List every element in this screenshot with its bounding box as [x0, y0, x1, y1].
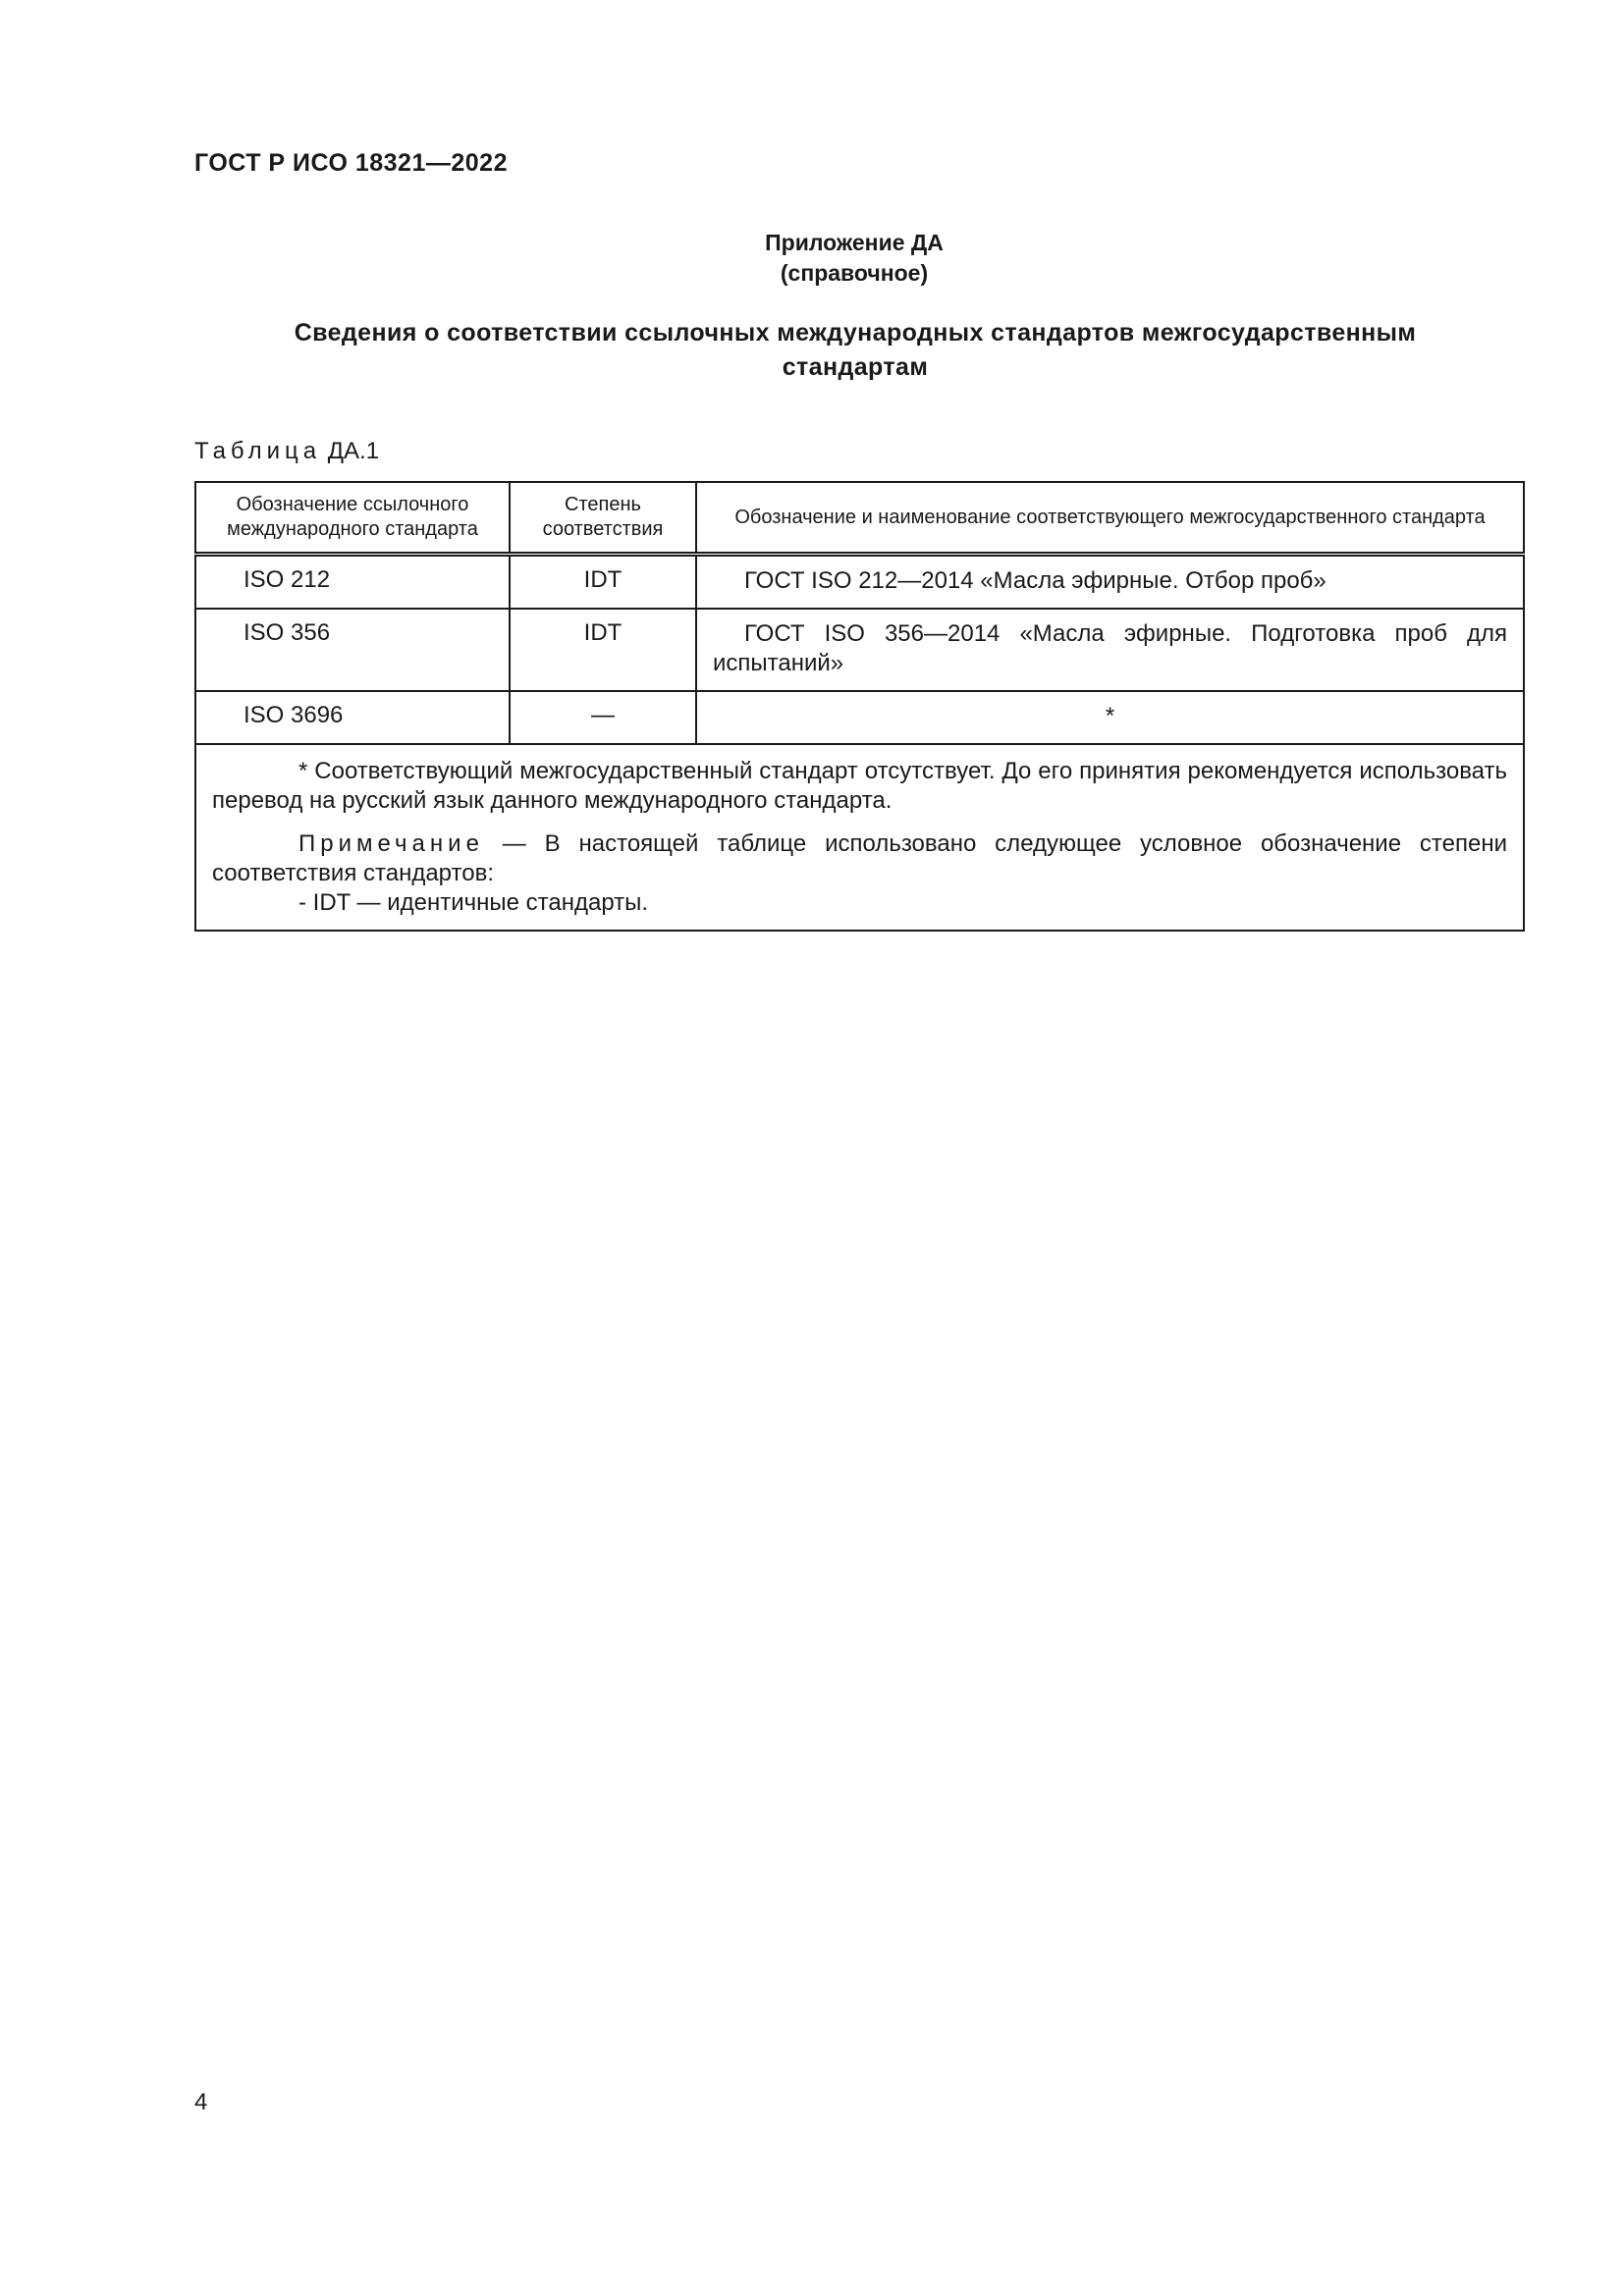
table-caption-number: ДА.1: [327, 438, 380, 464]
table-header-row: [195, 482, 1524, 555]
table-caption-word: Таблица: [194, 438, 322, 464]
page-number: 4: [194, 2089, 208, 2115]
cell-standard-name: *: [696, 691, 1524, 744]
table-caption: [194, 438, 379, 465]
table-row: [195, 609, 1524, 691]
table-row: [195, 555, 1524, 610]
document-code: ГОСТ Р ИСО 18321—2022: [194, 149, 508, 177]
table-notes-row: [195, 744, 1524, 931]
note-label: Примечание: [298, 830, 484, 857]
cell-reference-code: ISO 212: [195, 555, 510, 610]
cell-reference-code: ISO 356: [195, 609, 510, 691]
correspondence-table: [194, 481, 1525, 932]
cell-reference-code: ISO 3696: [195, 691, 510, 744]
header-degree: Степень соответствия: [510, 482, 696, 555]
table-notes: [195, 744, 1524, 931]
header-interstate-standard: Обозначение и наименование соответствующего межгосударственного стандарта: [696, 482, 1524, 555]
cell-degree: IDT: [510, 609, 696, 691]
annex-heading: Сведения о соответствии ссылочных международных стандартов межгосударственным стандартам: [294, 319, 1417, 381]
cell-standard-name: ГОСТ ISO 356—2014 «Масла эфирные. Подготовка проб для испытаний»: [696, 609, 1524, 691]
header-reference-standard: Обозначение ссылочного международного стандарта: [195, 482, 510, 555]
annex-subtitle: (справочное): [780, 260, 929, 286]
cell-degree: IDT: [510, 555, 696, 610]
annex-title: Приложение ДА: [765, 230, 944, 255]
note-item: - IDT — идентичные стандарты.: [298, 889, 649, 916]
table-footnote: * Соответствующий межгосударственный стандарт отсутствует. До его принятия рекомендуется использовать перевод на русский язык данного международного стандарта.: [212, 758, 1507, 814]
annex-title-block: [0, 228, 1624, 289]
table-note: [212, 829, 1507, 888]
table-row: [195, 691, 1524, 744]
cell-degree: —: [510, 691, 696, 744]
note-text: — В настоящей таблице использовано следующее условное обозначение степени соответствия стандартов:: [212, 830, 1507, 886]
cell-standard-name: ГОСТ ISO 212—2014 «Масла эфирные. Отбор проб»: [696, 555, 1524, 610]
